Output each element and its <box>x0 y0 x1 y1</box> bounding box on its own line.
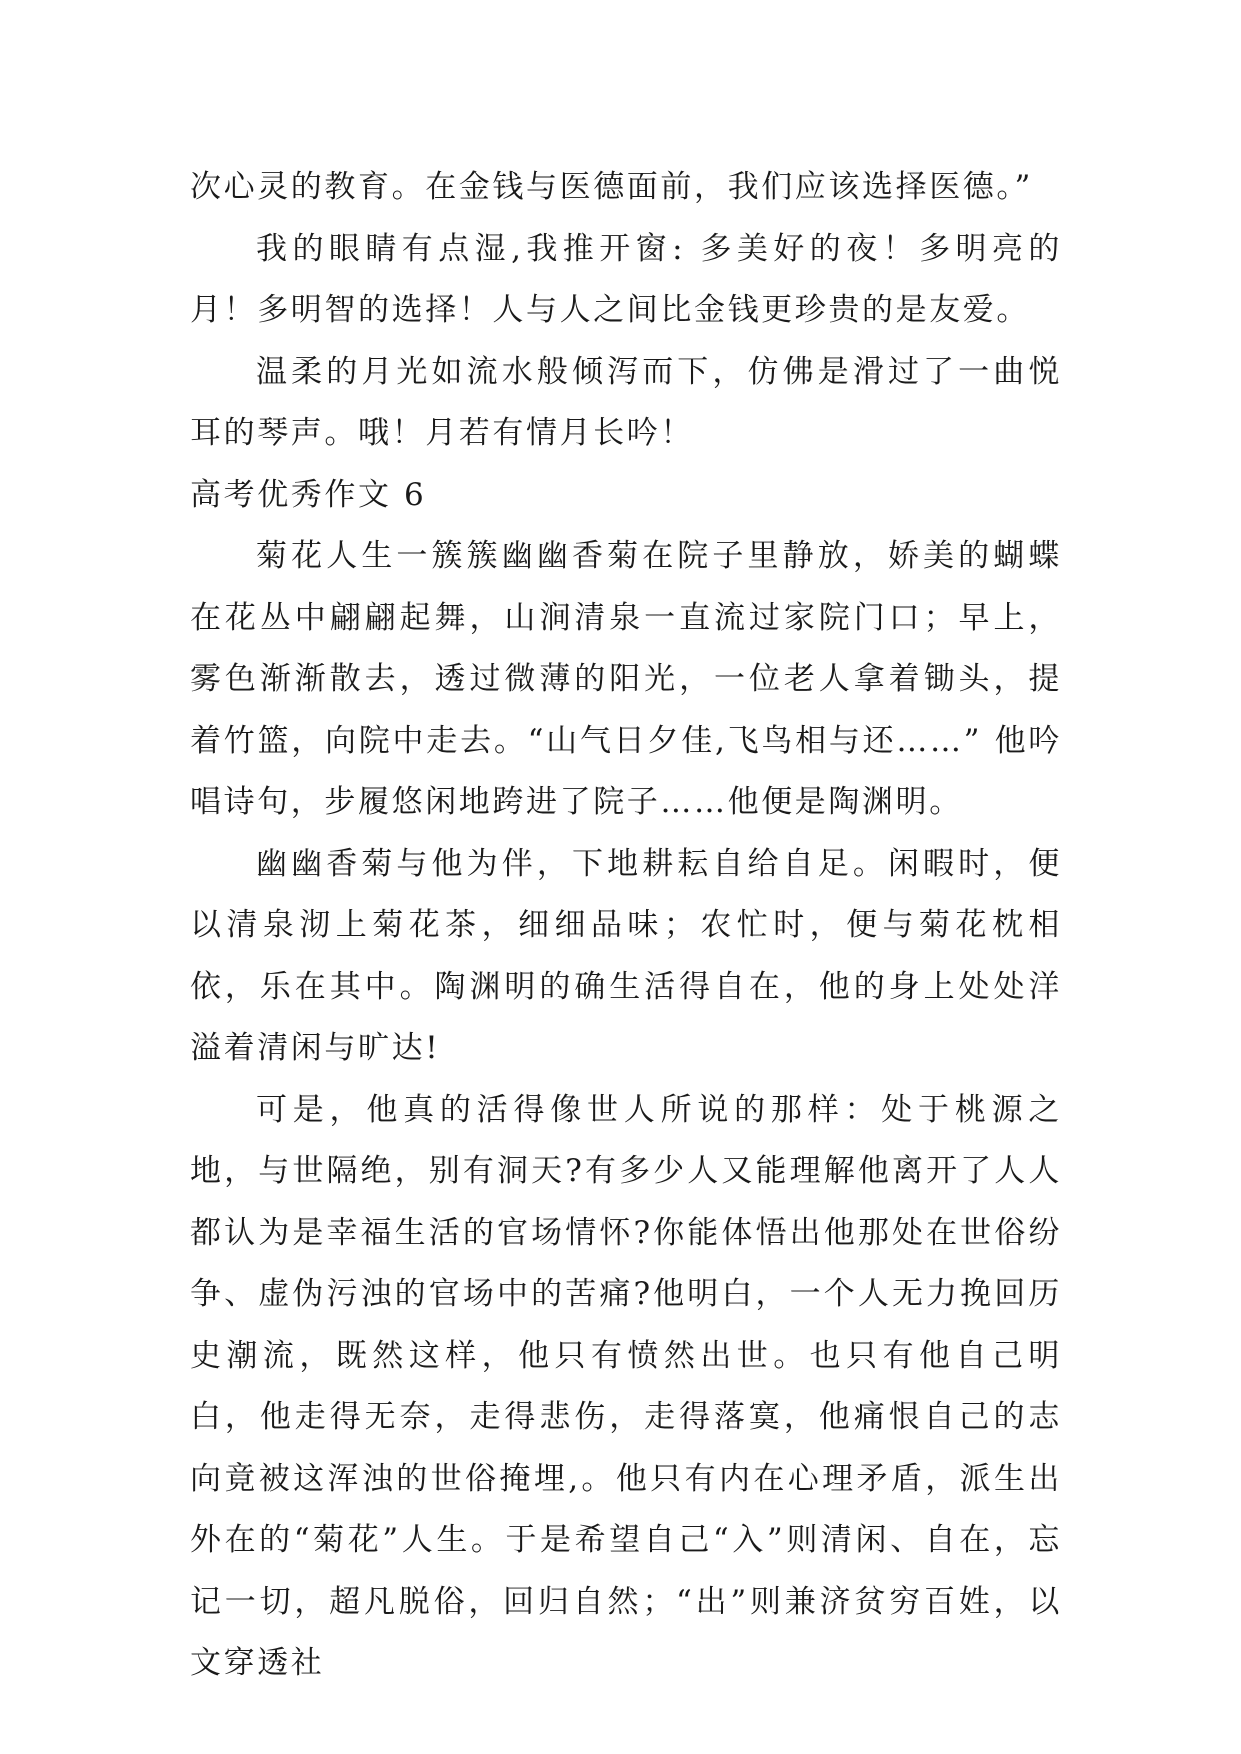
paragraph-4: 菊花人生一簇簇幽幽香菊在院子里静放，娇美的蝴蝶在花丛中翩翩起舞，山涧清泉一直流过家院门口；早上，雾色渐渐散去，透过微薄的阳光，一位老人拿着锄头，提着竹篮，向院中走去。“山气日夕佳,飞鸟相与还……” 他吟唱诗句，步履悠闲地跨进了院子……他便是陶渊明。 <box>190 538 1062 820</box>
paragraph-3: 温柔的月光如流水般倾泻而下，仿佛是滑过了一曲悦耳的琴声。哦！月若有情月长吟！ <box>190 353 1062 451</box>
paragraph-5: 幽幽香菊与他为伴，下地耕耘自给自足。闲暇时，便以清泉沏上菊花茶，细细品味；农忙时，便与菊花枕相依，乐在其中。陶渊明的确生活得自在，他的身上处处洋溢着清闲与旷达! <box>190 845 1062 1066</box>
document-body <box>190 157 1062 1695</box>
paragraph-2: 我的眼睛有点湿,我推开窗: 多美好的夜！多明亮的月！多明智的选择！人与人之间比金钱更珍贵的是友爱。 <box>190 230 1062 328</box>
paragraph-6: 可是，他真的活得像世人所说的那样：处于桃源之地，与世隔绝，别有洞天?有多少人又能理解他离开了人人都认为是幸福生活的官场情怀?你能体悟出他那处在世俗纷争、虚伪污浊的官场中的苦痛?他明白，一个人无力挽回历史潮流，既然这样，他只有愤然出世。也只有他自己明白，他走得无奈，走得悲伤，走得落寞，他痛恨自己的志向竟被这浑浊的世俗掩埋,。他只有内在心理矛盾，派生出外在的“菊花”人生。于是希望自己“入”则清闲、自在，忘记一切，超凡脱俗，回归自然；“出”则兼济贫穷百姓，以文穿透社 <box>190 1091 1062 1681</box>
paragraph-1: 次心灵的教育。在金钱与医德面前，我们应该选择医德。” <box>190 169 1033 205</box>
section-title: 高考优秀作文 6 <box>190 476 427 513</box>
